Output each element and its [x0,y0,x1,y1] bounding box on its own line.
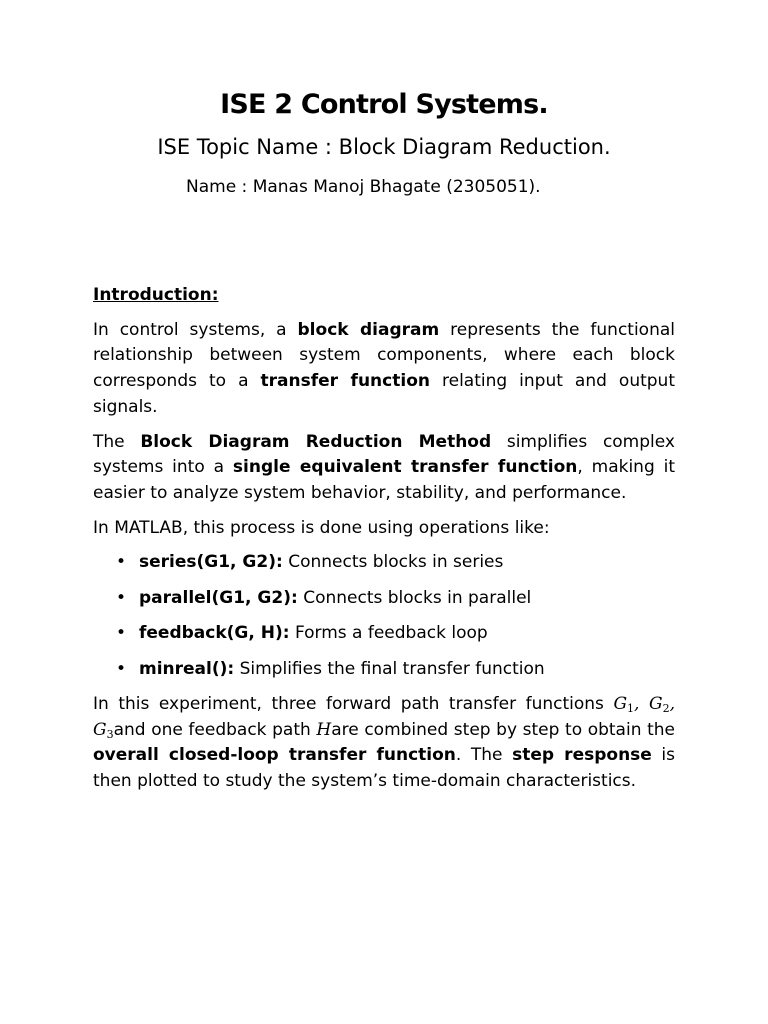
intro-paragraph-1 [93,318,675,421]
math-comma: , [669,693,675,714]
operation-name: parallel(G1, G2): [139,587,298,608]
operation-name: series(G1, G2): [139,552,283,573]
math-symbol: G [93,719,107,740]
operation-description: Simplifies the final transfer function [234,658,545,679]
text-run: In control systems, a [93,319,298,340]
bullet-icon: • [116,587,127,608]
text-run: is then plotted to study the system’s time-domain characteristics. [93,745,676,791]
intro-paragraph-3: In MATLAB, this process is done using operations like: [93,517,550,538]
math-subscript: 2 [662,701,670,715]
term-block-diagram: block diagram [297,319,440,340]
text-run: The [93,431,141,452]
text-run: simplifies complex systems into a [93,431,675,478]
term-transfer-function: transfer function [260,371,430,392]
document-title: ISE 2 Control Systems. [220,89,548,120]
math-subscript: 3 [106,727,114,741]
bullet-icon: • [116,658,127,679]
bullet-icon: • [116,623,127,644]
operation-description: Connects blocks in series [282,552,504,573]
text-run: are combined step by step to obtain the [331,719,675,740]
introduction-heading: Introduction: [93,285,219,305]
operation-description: Forms a feedback loop [289,623,488,644]
intro-paragraph-4 [93,692,675,795]
list-item [93,657,675,683]
operation-name: minreal(): [139,658,235,679]
text-run: relating input and output signals. [93,371,675,417]
list-item [93,621,675,647]
text-run: , making it easier to analyze system behavior, stability, and performance. [93,457,676,503]
text-run: and one feedback path [113,719,317,740]
list-item [93,586,675,612]
operations-list [93,550,675,682]
operation-description: Connects blocks in parallel [297,587,532,608]
bullet-icon: • [116,552,127,573]
operation-name: feedback(G, H): [139,623,290,644]
math-g3 [93,720,114,740]
math-subscript: 1 [627,701,635,715]
intro-paragraph-2 [93,430,675,507]
term-block-diagram-reduction-method: Block Diagram Reduction Method [140,431,492,452]
topic-name: ISE Topic Name : Block Diagram Reduction. [157,135,611,159]
term-overall-closed-loop-transfer-function: overall closed-loop transfer function [93,745,456,766]
author-name: Name : Manas Manoj Bhagate (2305051). [186,177,541,197]
text-run: represents the functional relationship between system components, where each block corresponds to a [93,319,676,392]
math-h: H [316,719,332,740]
math-symbol: G [613,693,628,714]
term-single-equivalent-transfer-function: single equivalent transfer function [232,457,578,478]
math-g1 [613,694,634,714]
math-g2 [649,694,670,714]
list-item [93,550,675,576]
term-step-response: step response [512,745,652,766]
text-run: . The [455,745,513,766]
text-run: In this experiment, three forward path transfer functions [93,693,614,714]
math-symbol: G [649,693,663,714]
math-comma: , [634,693,649,714]
introduction-section [93,283,675,804]
